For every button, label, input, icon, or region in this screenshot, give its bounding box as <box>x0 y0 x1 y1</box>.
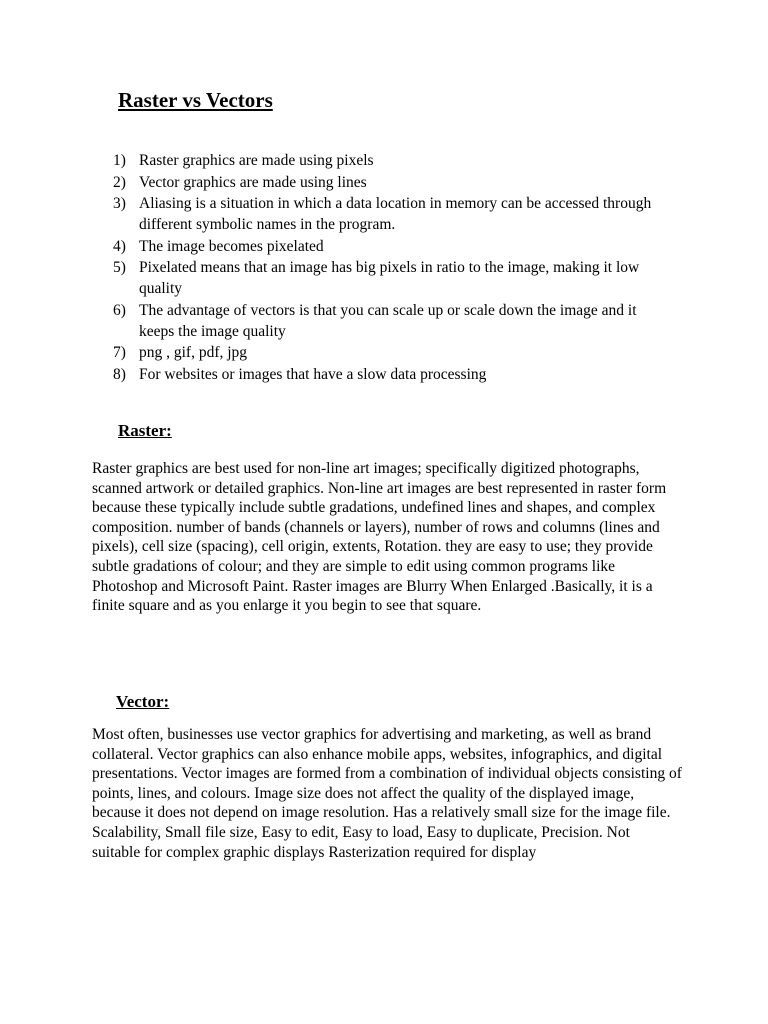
list-item-text: The advantage of vectors is that you can scale up or scale down the image and it keeps the image quality <box>139 301 637 340</box>
list-item <box>113 364 673 385</box>
list-item-text: Vector graphics are made using lines <box>139 173 367 191</box>
raster-paragraph: Raster graphics are best used for non-line art images; specifically digitized photographs, scanned artwork or detailed graphics. Non-line art images are best represented in raster form because these typically include subtle gradations, undefined lines and shapes, and complex composition. number of bands (channels or layers), number of rows and columns (lines and pixels), cell size (spacing), cell origin, extents, Rotation. they are easy to use; they provide subtle gradations of colour; and they are simple to edit using common programs like Photoshop and Microsoft Paint. Raster images are Blurry When Enlarged .Basically, it is a finite square and as you enlarge it you begin to see that square. <box>92 460 667 615</box>
list-item-number: 6) <box>113 301 126 319</box>
list-item-number: 5) <box>113 259 126 276</box>
vector-heading: Vector: <box>116 692 170 711</box>
list-item-text: Pixelated means that an image has big pixels in ratio to the image, making it low quality <box>139 259 640 297</box>
list-item <box>113 300 673 342</box>
list-item-text: Raster graphics are made using pixels <box>139 152 374 169</box>
numbered-list <box>113 150 673 385</box>
list-item <box>113 193 673 235</box>
list-item-number: 8) <box>113 365 126 383</box>
list-item <box>113 172 673 193</box>
list-item-number: 3) <box>113 195 126 212</box>
list-item-number: 4) <box>113 237 126 255</box>
list-item <box>113 150 673 171</box>
list-item-number: 2) <box>113 173 126 191</box>
vector-paragraph: Most often, businesses use vector graphics for advertising and marketing, as well as brand collateral. Vector graphics can also enhance mobile apps, websites, infographics, and digital presentations. Vector images are formed from a combination of individual objects consisting of points, lines, and colours. Image size does not affect the quality of the displayed image, because it does not depend on image resolution. Has a relatively small size for the image file. Scalability, Small file size, Easy to edit, Easy to load, Easy to duplicate, Precision. Not suitable for complex graphic displays Rasterization required for display <box>92 726 682 861</box>
list-item-number: 1) <box>113 152 126 169</box>
document-title: Raster vs Vectors <box>118 88 273 112</box>
list-item-text: png , gif, pdf, jpg <box>139 344 248 361</box>
list-item-text: Aliasing is a situation in which a data location in memory can be accessed through different symbolic names in the program. <box>139 195 652 233</box>
raster-heading: Raster: <box>118 421 172 440</box>
list-item <box>113 236 673 257</box>
list-item <box>113 257 673 299</box>
list-item-number: 7) <box>113 344 126 361</box>
list-item <box>113 342 673 363</box>
list-item-text: For websites or images that have a slow data processing <box>139 365 487 383</box>
list-item-text: The image becomes pixelated <box>139 237 324 255</box>
